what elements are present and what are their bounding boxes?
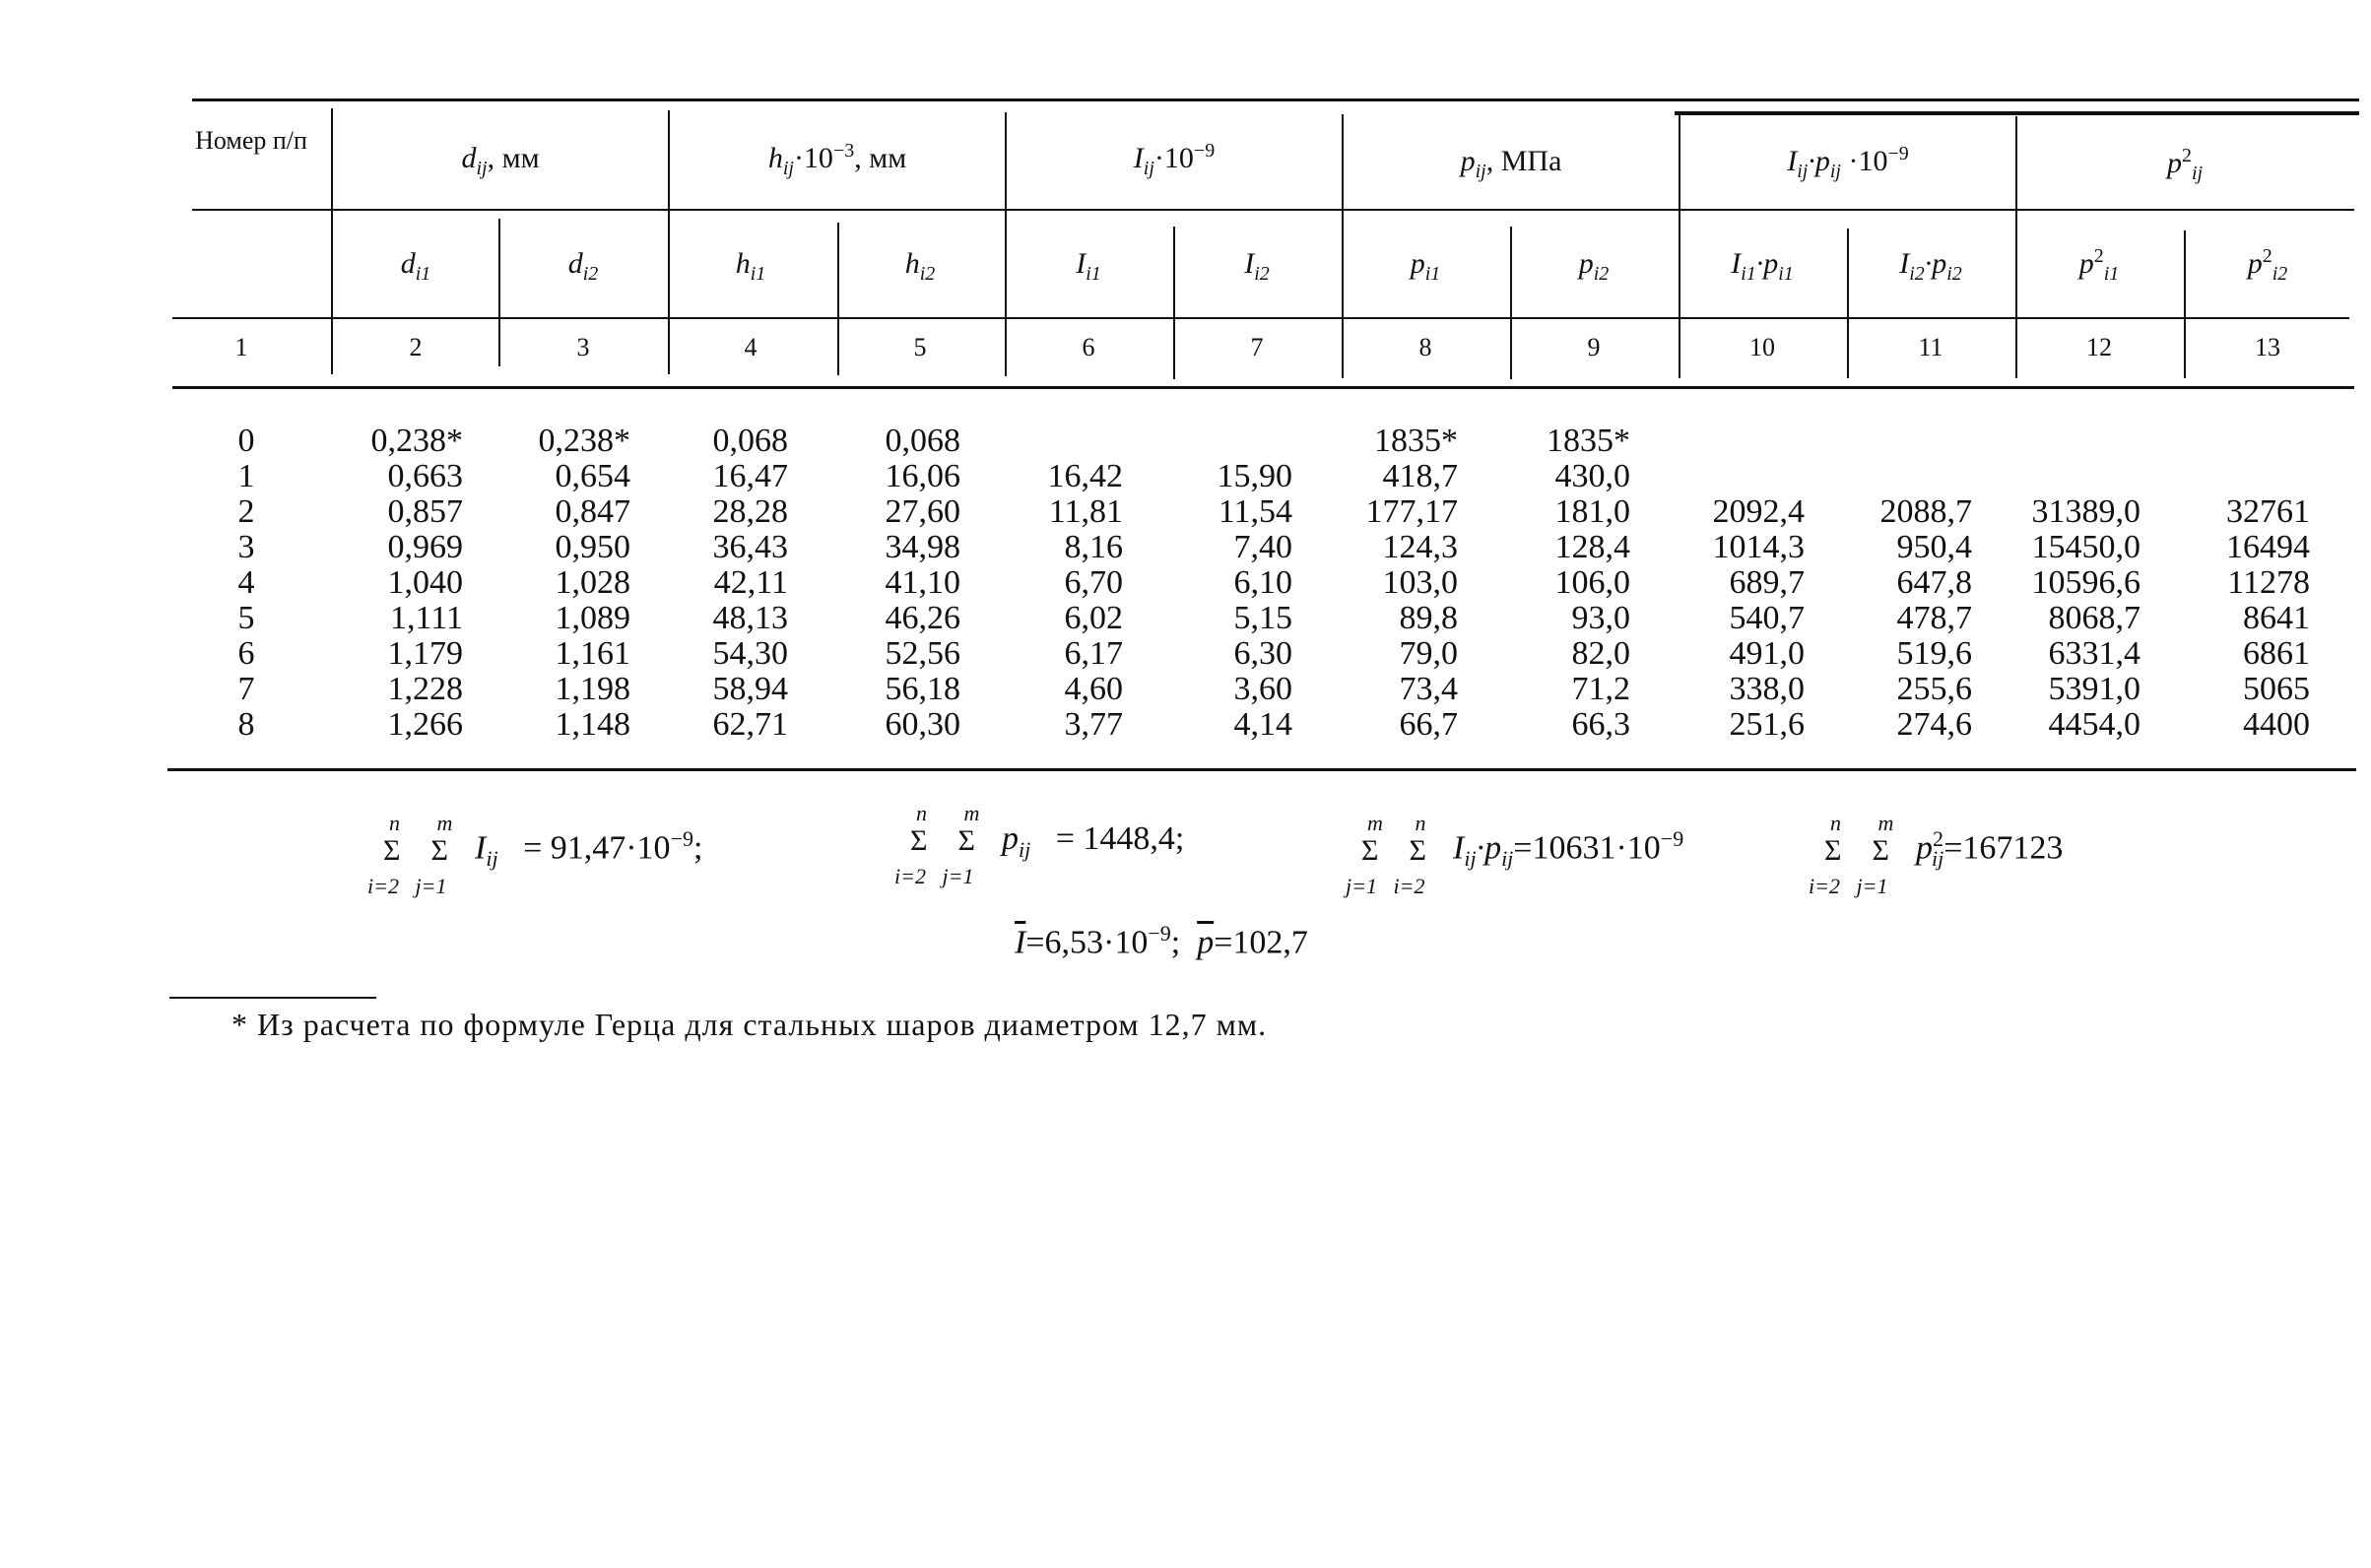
table-cell: 478,7: [1896, 600, 1972, 636]
table-cell: 251,6: [1729, 706, 1805, 743]
table-cell: 31389,0: [2031, 493, 2140, 530]
column-number: 8: [1418, 333, 1432, 361]
table-cell: 52,56: [885, 635, 960, 672]
table-cell: 0,238*: [538, 423, 630, 459]
table-cell: 0,847: [555, 493, 630, 530]
table-cell: 5065: [2243, 671, 2310, 707]
table-cell: 1,179: [387, 635, 463, 672]
table-cell: 42,11: [713, 564, 788, 601]
table-cell: 6,02: [1064, 600, 1123, 636]
table-cell: 177,17: [1365, 493, 1458, 530]
table-cell: 1835*: [1374, 423, 1458, 459]
column-number: 2: [409, 333, 423, 361]
table-cell: 689,7: [1729, 564, 1805, 601]
mean-values: $\overline{I}=6,53\cdot 10^{-9}$; $\overline{p}=102,7$: [1015, 921, 1308, 961]
table-top-rule: [192, 98, 2359, 101]
table-cell: 6861: [2243, 635, 2310, 672]
column-number: 1: [234, 333, 248, 361]
table-cell: 1,111: [390, 600, 463, 636]
table-cell: 15,90: [1217, 458, 1292, 494]
table-cell: 418,7: [1382, 458, 1458, 494]
table-row: [0, 636, 2371, 672]
header-group-i: $I_{ij}\cdot 10^{-9}$: [1133, 140, 1216, 179]
header-group-h: $h_{ij}\cdot 10^{-3}$, мм: [767, 140, 907, 179]
table-cell: 0,857: [387, 493, 463, 530]
table-cell: 3,77: [1064, 706, 1123, 743]
table-cell: 1: [237, 458, 255, 494]
table-cell: 540,7: [1729, 600, 1805, 636]
table-row: [0, 565, 2371, 601]
table-cell: 34,98: [885, 529, 960, 565]
table-cell: 1835*: [1547, 423, 1630, 459]
table-cell: 5: [237, 600, 255, 636]
table-cell: 1,198: [555, 671, 630, 707]
table-cell: 0,654: [555, 458, 630, 494]
table-cell: 4400: [2243, 706, 2310, 743]
table-row: [0, 424, 2371, 459]
header-group-p-squared: $p^2_{ij}$: [2166, 145, 2204, 184]
sum-p-squared: Σ n i=2 Σ m j=1 $p^2_{ij}=167123$: [1809, 810, 2064, 898]
column-number: 7: [1250, 333, 1264, 361]
table-cell: 0,950: [555, 529, 630, 565]
table-cell: 16,06: [885, 458, 960, 494]
table-cell: 103,0: [1382, 564, 1458, 601]
group-header-rule: [192, 209, 2354, 211]
subheader-cell: $I_{i1}$: [1076, 247, 1101, 285]
table-cell: 11278: [2227, 564, 2310, 601]
header-group-p: $p_{ij}$, МПа: [1460, 145, 1562, 182]
table-top-rule-right: [1675, 111, 2359, 115]
table-cell: 71,2: [1571, 671, 1630, 707]
table-cell: 7,40: [1233, 529, 1292, 565]
table-cell: 89,8: [1399, 600, 1458, 636]
sum-i: Σ n i=2 Σ m j=1 $I_{ij}$ = $91,47\cdot 10^{-9}$;: [367, 810, 703, 898]
table-cell: 6,70: [1064, 564, 1123, 601]
sum-ip: Σ m j=1 Σ n i=2 $I_{ij}\cdot p_{ij}=10631\cdot 10^{-9}$: [1346, 810, 1684, 898]
table-cell: 338,0: [1729, 671, 1805, 707]
table-cell: 66,7: [1399, 706, 1458, 743]
column-number: 6: [1082, 333, 1095, 361]
header-row-number: Номер п/п: [195, 126, 307, 155]
table-cell: 106,0: [1554, 564, 1630, 601]
table-cell: 8,16: [1064, 529, 1123, 565]
table-cell: 73,4: [1399, 671, 1458, 707]
colnum-rule: [172, 386, 2354, 389]
subheader-cell: $I_{i2}$: [1244, 247, 1270, 285]
table-cell: 46,26: [885, 600, 960, 636]
table-cell: 0,068: [712, 423, 788, 459]
table-cell: 66,3: [1571, 706, 1630, 743]
table-cell: 6331,4: [2048, 635, 2140, 672]
table-cell: 16494: [2226, 529, 2310, 565]
sum-p: Σ n i=2 Σ m j=1 $p_{ij}$ = 1448,4;: [894, 801, 1185, 889]
column-number: 4: [744, 333, 757, 361]
table-cell: 60,30: [885, 706, 960, 743]
table-cell: 8: [237, 706, 255, 743]
table-cell: 181,0: [1554, 493, 1630, 530]
column-number: 9: [1587, 333, 1601, 361]
header-group-ip: $I_{ij}\cdot p_{ij} \cdot 10^{-9}$: [1787, 143, 1909, 182]
table-cell: 6: [237, 635, 255, 672]
table-cell: 82,0: [1571, 635, 1630, 672]
column-number: 10: [1749, 333, 1775, 361]
subheader-cell: $I_{i1}\cdot p_{i1}$: [1731, 247, 1794, 285]
table-row: [0, 707, 2371, 743]
table-cell: 3,60: [1233, 671, 1292, 707]
table-row: [0, 494, 2371, 530]
column-number: 12: [2086, 333, 2112, 361]
table-cell: 0,068: [885, 423, 960, 459]
table-cell: 79,0: [1399, 635, 1458, 672]
table-cell: 11,81: [1048, 493, 1123, 530]
table-row: [0, 459, 2371, 494]
table-cell: 7: [237, 671, 255, 707]
table-cell: 1,028: [555, 564, 630, 601]
table-cell: 0,238*: [370, 423, 463, 459]
table-cell: 0,969: [387, 529, 463, 565]
subheader-cell: $h_{i2}$: [904, 247, 936, 285]
table-cell: 28,28: [712, 493, 788, 530]
table-cell: 8641: [2243, 600, 2310, 636]
table-cell: 54,30: [712, 635, 788, 672]
table-cell: 6,30: [1233, 635, 1292, 672]
table-cell: 4,14: [1233, 706, 1292, 743]
table-cell: 4: [237, 564, 255, 601]
table-cell: 1,148: [555, 706, 630, 743]
table-cell: 2: [237, 493, 255, 530]
table-cell: 128,4: [1554, 529, 1630, 565]
table-cell: 255,6: [1896, 671, 1972, 707]
table-row: [0, 601, 2371, 636]
subheader-cell: $p_{i2}$: [1578, 247, 1610, 285]
table-cell: 1,266: [387, 706, 463, 743]
table-cell: 11,54: [1218, 493, 1292, 530]
footnote: * Из расчета по формуле Герца для стальных шаров диаметром 12,7 мм.: [231, 1007, 1268, 1042]
table-cell: 1,228: [387, 671, 463, 707]
table-cell: 2088,7: [1879, 493, 1972, 530]
table-cell: 32761: [2226, 493, 2310, 530]
table-cell: 10596,6: [2031, 564, 2140, 601]
subheader-cell: $I_{i2}\cdot p_{i2}$: [1899, 247, 1962, 285]
table-cell: 0,663: [387, 458, 463, 494]
table-cell: 519,6: [1896, 635, 1972, 672]
table-cell: 6,17: [1064, 635, 1123, 672]
subheader-cell: $p^2_{i2}$: [2247, 245, 2288, 285]
subheader-cell: $p^2_{i1}$: [2078, 245, 2120, 285]
table-cell: 274,6: [1896, 706, 1972, 743]
subheader-cell: $h_{i1}$: [735, 247, 766, 285]
table-cell: 124,3: [1382, 529, 1458, 565]
table-cell: 1,089: [555, 600, 630, 636]
table-bottom-rule: [167, 768, 2356, 771]
table-cell: 62,71: [712, 706, 788, 743]
table-cell: 647,8: [1896, 564, 1972, 601]
table-cell: 6,10: [1233, 564, 1292, 601]
table-cell: 93,0: [1571, 600, 1630, 636]
footnote-rule: [169, 997, 376, 999]
table-cell: 1,161: [555, 635, 630, 672]
header-group-d: $d_{ij}$, мм: [461, 142, 540, 179]
subheader-cell: $p_{i1}$: [1410, 247, 1441, 285]
subheader-cell: $d_{i2}$: [567, 247, 599, 285]
table-cell: 48,13: [712, 600, 788, 636]
table-cell: 36,43: [712, 529, 788, 565]
table-cell: 0: [237, 423, 255, 459]
subheader-cell: $d_{i1}$: [400, 247, 431, 285]
table-cell: 4,60: [1064, 671, 1123, 707]
column-number: 3: [576, 333, 590, 361]
table-cell: 56,18: [885, 671, 960, 707]
table-cell: 41,10: [885, 564, 960, 601]
table-cell: 3: [237, 529, 255, 565]
table-cell: 491,0: [1729, 635, 1805, 672]
table-row: [0, 530, 2371, 565]
table-cell: 27,60: [885, 493, 960, 530]
column-number: 11: [1918, 333, 1943, 361]
column-number: 5: [913, 333, 927, 361]
table-cell: 4454,0: [2048, 706, 2140, 743]
column-number: 13: [2255, 333, 2280, 361]
table-cell: 15450,0: [2031, 529, 2140, 565]
table-cell: 5,15: [1233, 600, 1292, 636]
table-cell: 2092,4: [1712, 493, 1805, 530]
table-cell: 8068,7: [2048, 600, 2140, 636]
table-cell: 1,040: [387, 564, 463, 601]
table-cell: 950,4: [1896, 529, 1972, 565]
table-cell: 16,47: [712, 458, 788, 494]
table-cell: 5391,0: [2048, 671, 2140, 707]
table-cell: 16,42: [1047, 458, 1123, 494]
table-row: [0, 672, 2371, 707]
table-cell: 1014,3: [1712, 529, 1805, 565]
table-cell: 58,94: [712, 671, 788, 707]
table-cell: 430,0: [1554, 458, 1630, 494]
